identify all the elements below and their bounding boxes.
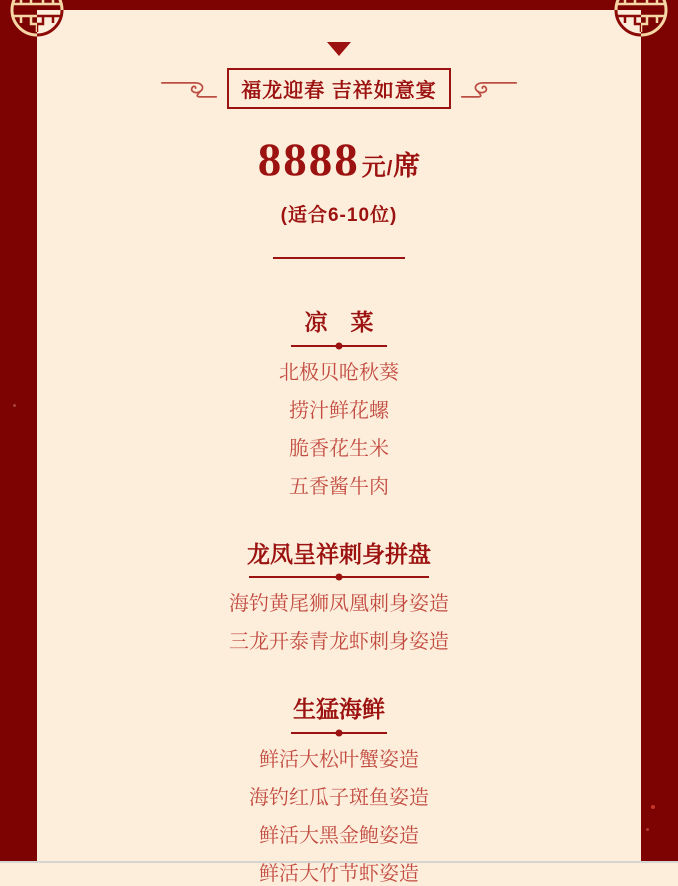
frame-border-left (0, 0, 37, 861)
frame-border-top (0, 0, 678, 10)
dish-item: 鲜活大黑金鲍姿造 (259, 824, 419, 847)
dish-item: 海钓黄尾狮凤凰刺身姿造 (229, 593, 449, 616)
menu-content (37, 0, 641, 886)
dish-item: 海钓红瓜子斑鱼姿造 (249, 786, 429, 809)
menu-sections (37, 259, 641, 886)
frame-border-right (641, 0, 678, 861)
divider-dot-icon (336, 342, 343, 349)
menu-section (279, 309, 399, 499)
divider-dot-icon (336, 729, 343, 736)
price-separator: / (386, 158, 393, 180)
border-speck (646, 828, 649, 831)
menu-section (249, 696, 429, 886)
price-currency-unit: 元 (361, 154, 386, 181)
banner (160, 68, 518, 109)
menu-section (229, 541, 449, 655)
section-divider (291, 345, 387, 347)
border-speck (13, 404, 16, 407)
dish-item: 北极贝呛秋葵 (279, 361, 399, 384)
dish-item: 捞汁鲜花螺 (289, 399, 389, 422)
dish-item: 鲜活大松叶蟹姿造 (259, 748, 419, 771)
dish-item: 五香酱牛肉 (289, 475, 389, 498)
section-title: 龙凤呈祥刺身拼盘 (247, 540, 431, 567)
cloud-scroll-right-icon (460, 74, 518, 104)
section-header (289, 696, 389, 734)
dish-item: 脆香花生米 (289, 437, 389, 460)
section-header (247, 541, 431, 579)
banner-title: 福龙迎春 吉祥如意宴 (227, 68, 451, 109)
section-title: 凉 菜 (304, 309, 374, 335)
border-speck (651, 805, 655, 809)
section-header (289, 309, 389, 347)
section-divider (291, 732, 387, 734)
price (257, 134, 421, 186)
cloud-scroll-left-icon (160, 74, 218, 104)
divider-dot-icon (336, 574, 343, 581)
price-amount: 8888 (257, 134, 360, 186)
capacity-note: (适合6-10位) (280, 205, 398, 226)
price-per-unit: 席 (393, 151, 421, 181)
section-divider (249, 576, 429, 578)
triangle-down-icon (327, 42, 351, 56)
dish-item: 鲜活大竹节虾姿造 (259, 862, 419, 885)
section-title: 生猛海鲜 (293, 696, 385, 723)
dish-item: 三龙开泰青龙虾刺身姿造 (229, 631, 449, 654)
